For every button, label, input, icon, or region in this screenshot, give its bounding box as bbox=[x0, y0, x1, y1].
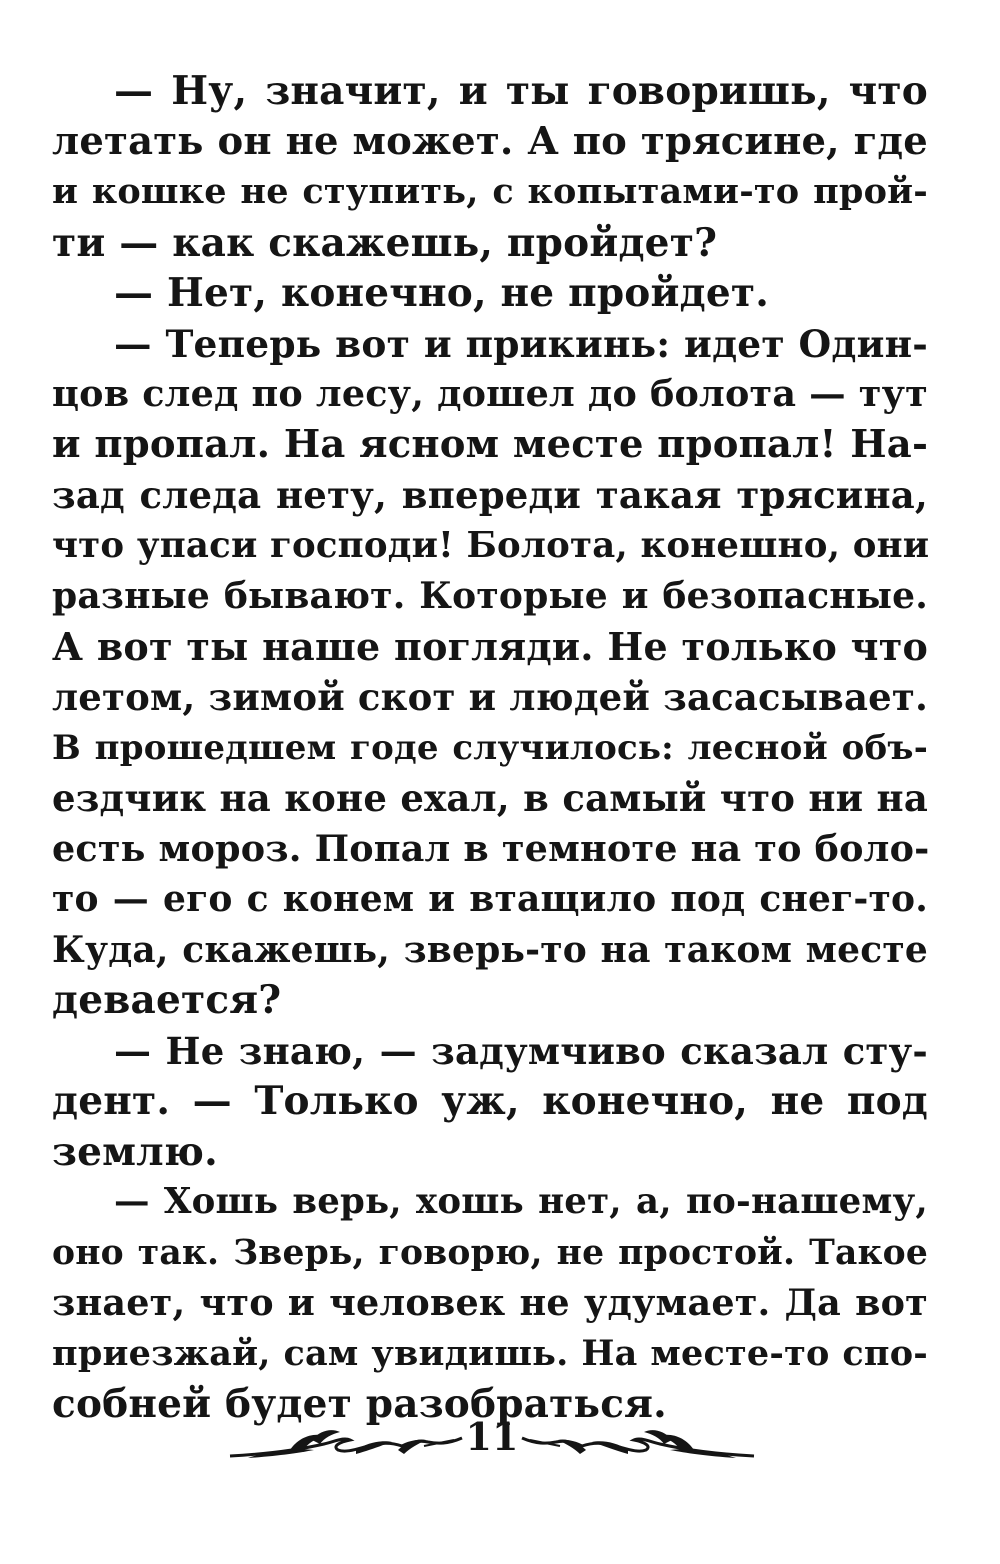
text-line: — Нет, конечно, не пройдет. bbox=[114, 270, 769, 316]
page-number: 11 bbox=[465, 1414, 519, 1459]
text-line: приезжай, сам увидишь. На месте-то спо- bbox=[52, 1332, 928, 1374]
text-line: и кошке не ступить, с копытами-то прой- bbox=[52, 171, 928, 212]
text-line: зад следа нету, впереди такая трясина, bbox=[52, 473, 928, 517]
text-line: ти — как скажешь, пройдет? bbox=[52, 219, 718, 266]
text-line: и пропал. На ясном месте пропал! На- bbox=[52, 421, 929, 467]
flourish-left-icon bbox=[228, 1420, 464, 1466]
text-line: В прошедшем годе случилось: лесной объ- bbox=[52, 727, 928, 768]
text-line: — Теперь вот и прикинь: идет Один- bbox=[114, 321, 928, 366]
text-line: что упаси господи! Болота, конешно, они bbox=[52, 524, 930, 566]
text-line: А вот ты наше погляди. Не только что bbox=[52, 623, 928, 669]
text-line: разные бывают. Которые и безопасные. bbox=[52, 575, 928, 617]
text-line: собней будет разобраться. bbox=[52, 1381, 667, 1427]
body-text bbox=[52, 66, 928, 1430]
text-line: девается? bbox=[52, 977, 282, 1023]
page-footer bbox=[0, 1410, 1000, 1470]
text-line: — Ну, значит, и ты говоришь, что bbox=[114, 68, 928, 114]
flourish-right-icon bbox=[520, 1420, 756, 1466]
text-line: — Не знаю, — задумчиво сказал сту- bbox=[114, 1028, 928, 1073]
text-line: ездчик на коне ехал, в самый что ни на bbox=[52, 776, 928, 820]
text-line: знает, что и человек не удумает. Да вот bbox=[52, 1281, 928, 1324]
text-line: дент. — Только уж, конечно, не под bbox=[52, 1078, 928, 1124]
text-line: есть мороз. Попал в темноте на то боло- bbox=[52, 826, 930, 870]
text-line: летать он не может. А по трясине, где bbox=[52, 118, 928, 164]
text-line: то — его с конем и втащило под снег-то. bbox=[52, 878, 928, 920]
text-line: — Хошь верь, хошь нет, а, по-нашему, bbox=[114, 1181, 928, 1222]
text-line: летом, зимой скот и людей засасывает. bbox=[52, 675, 929, 719]
text-line: Куда, скажешь, зверь-то на таком месте bbox=[52, 928, 928, 971]
text-line: землю. bbox=[52, 1128, 218, 1175]
text-line: оно так. Зверь, говорю, не простой. Такое bbox=[52, 1232, 928, 1273]
text-line: цов след по лесу, дошел до болота — тут bbox=[52, 372, 928, 415]
